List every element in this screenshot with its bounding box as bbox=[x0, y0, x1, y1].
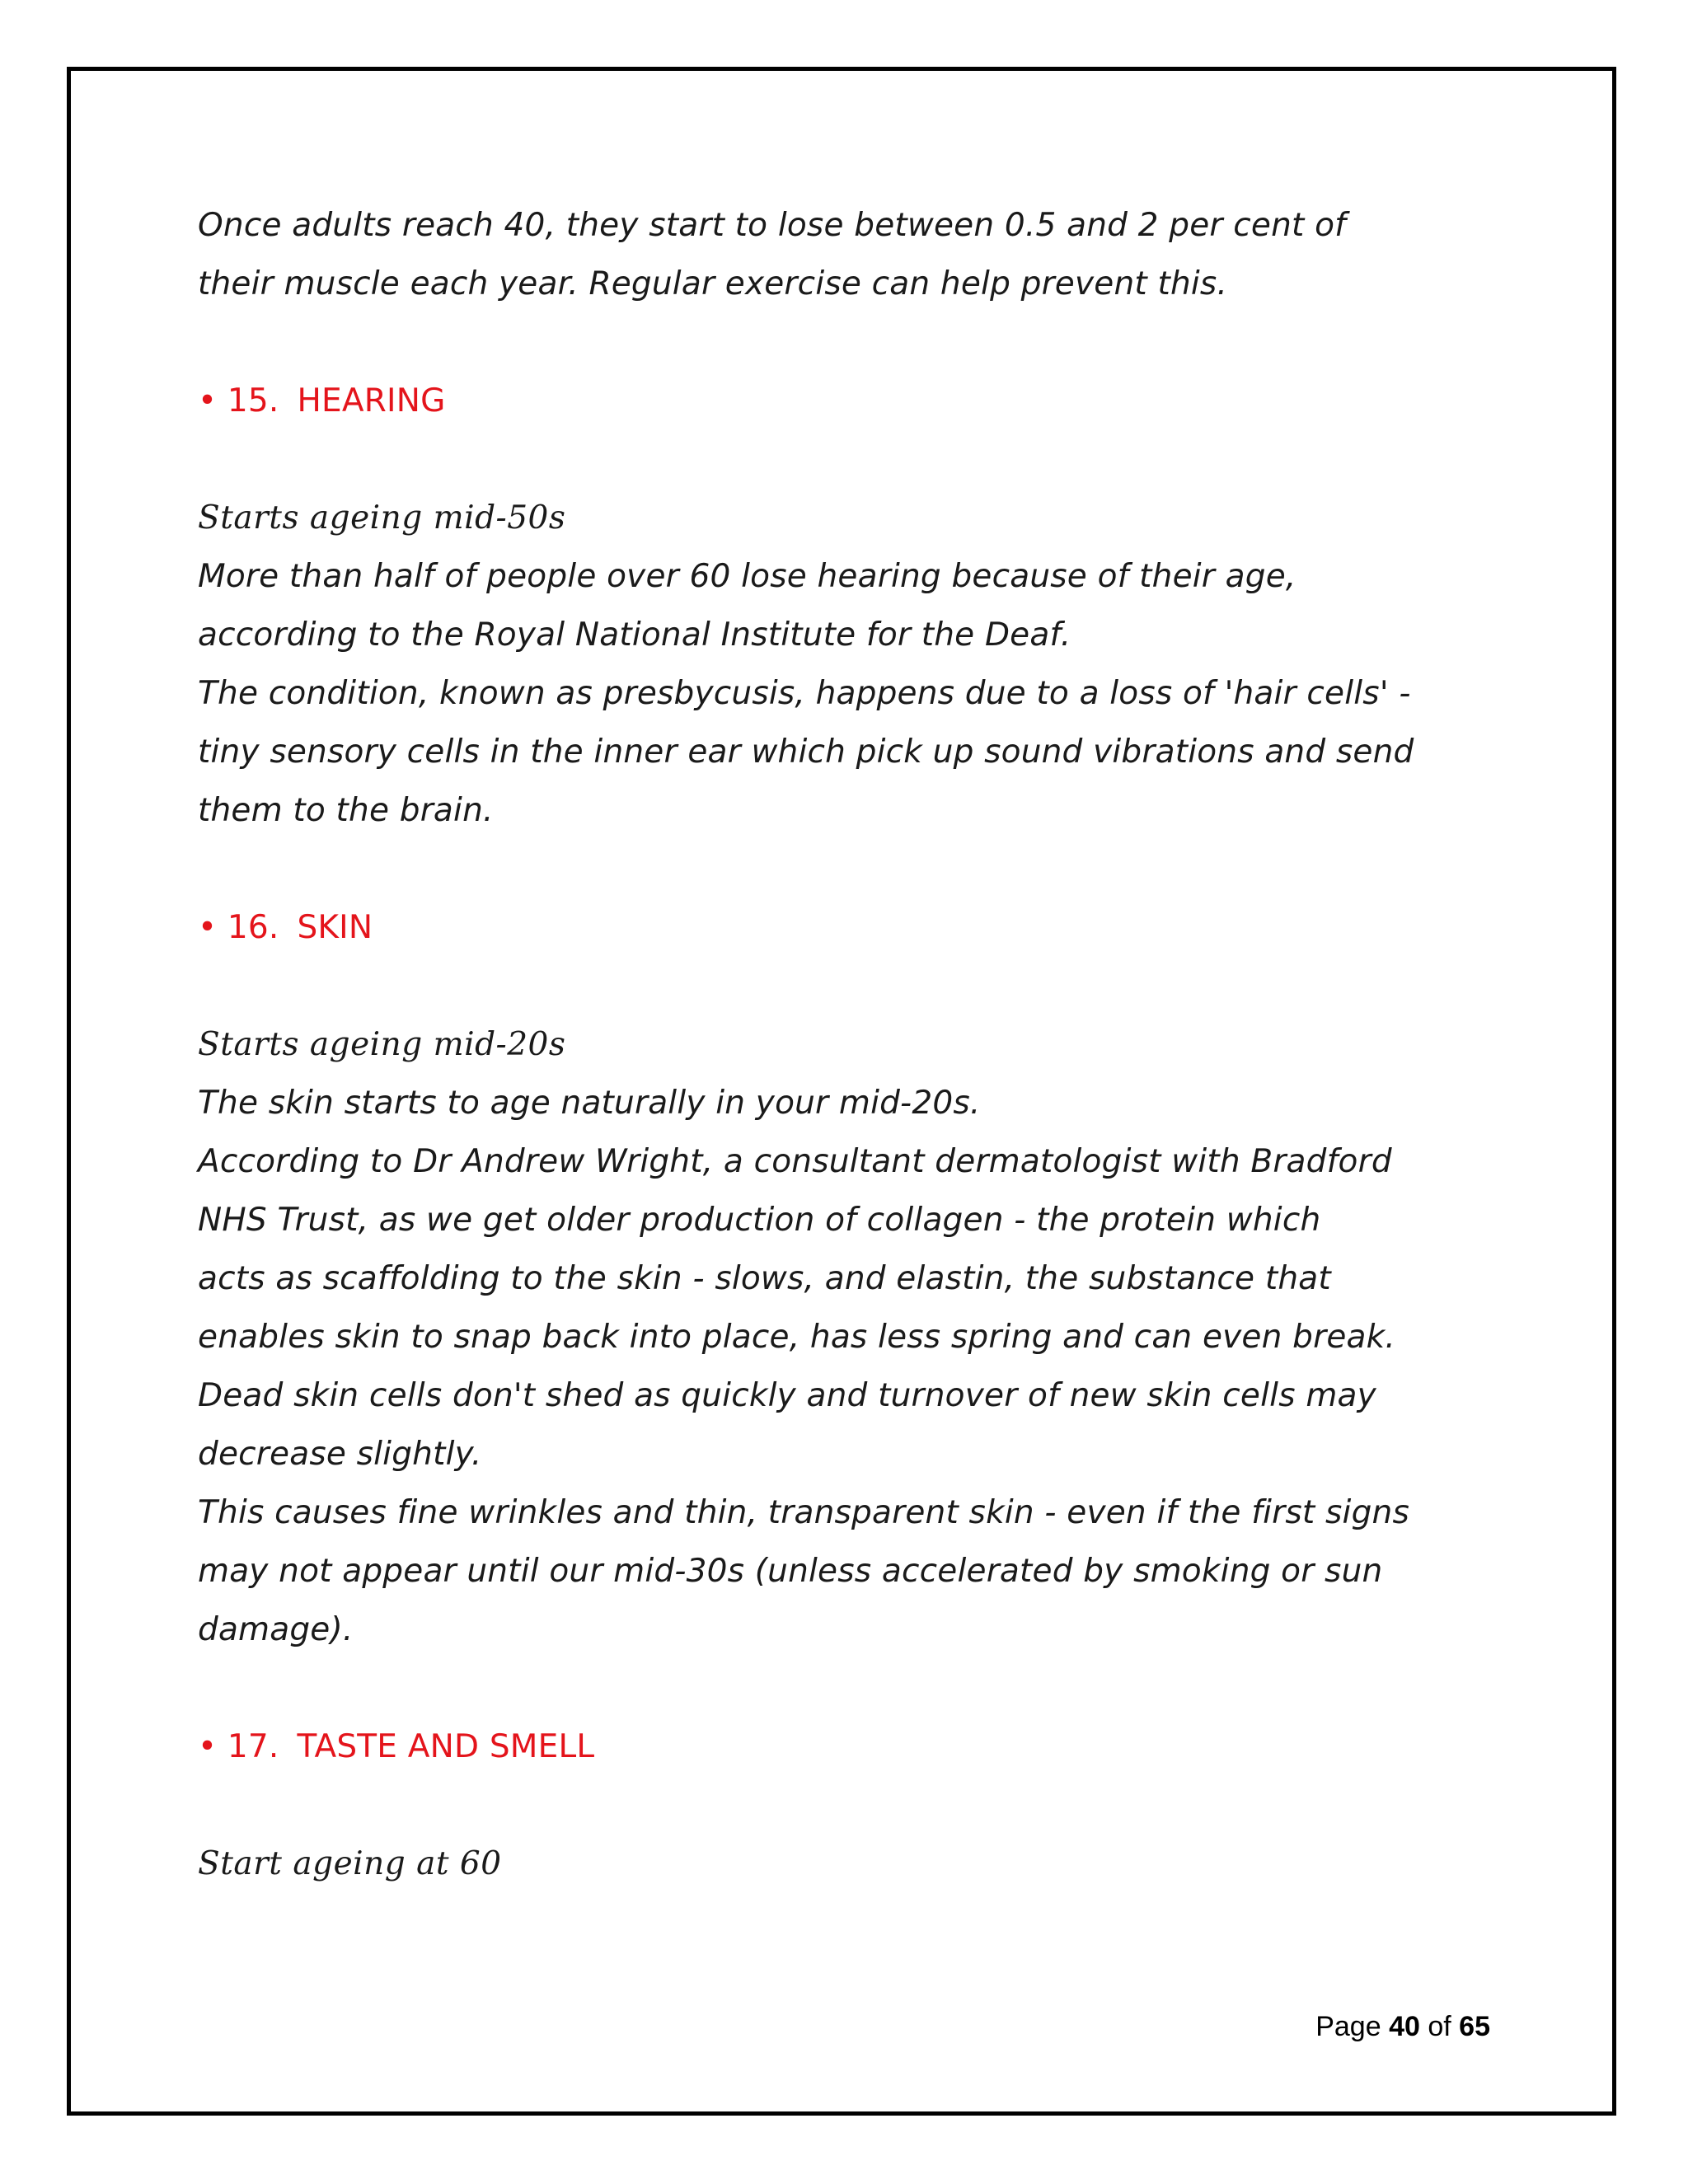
page-content bbox=[198, 196, 1517, 1893]
bullet-icon: • bbox=[198, 909, 218, 946]
section-title: HEARING bbox=[297, 382, 446, 419]
bullet-icon: • bbox=[198, 382, 218, 419]
body-line: enables skin to snap back into place, has less spring and can even break. bbox=[198, 1319, 1395, 1356]
section-subheading: Starts ageing mid-50s bbox=[198, 499, 566, 537]
body-line: damage). bbox=[198, 1611, 354, 1648]
body-line: More than half of people over 60 lose hearing because of their age, bbox=[198, 558, 1296, 595]
total-pages: 65 bbox=[1459, 2011, 1490, 2042]
body-line: acts as scaffolding to the skin - slows, and elastin, the substance that bbox=[198, 1260, 1331, 1297]
body-line: their muscle each year. Regular exercise can help prevent this. bbox=[198, 265, 1228, 302]
bullet-icon: • bbox=[198, 1728, 218, 1765]
section-title: TASTE AND SMELL bbox=[297, 1728, 595, 1765]
page-word: Page bbox=[1315, 2011, 1381, 2042]
body-line: The condition, known as presbycusis, happens due to a loss of 'hair cells' - bbox=[198, 675, 1411, 712]
current-page: 40 bbox=[1389, 2011, 1420, 2042]
section-heading-skin bbox=[198, 898, 1517, 957]
page-number bbox=[1315, 2011, 1490, 2043]
body-line: According to Dr Andrew Wright, a consultant dermatologist with Bradford bbox=[198, 1143, 1392, 1180]
section-subheading: Starts ageing mid-20s bbox=[198, 1026, 566, 1063]
body-line: them to the brain. bbox=[198, 792, 494, 829]
body-line: may not appear until our mid-30s (unless accelerated by smoking or sun bbox=[198, 1553, 1383, 1590]
section-heading-taste-and-smell bbox=[198, 1718, 1517, 1776]
body-line: Dead skin cells don't shed as quickly and turnover of new skin cells may bbox=[198, 1377, 1376, 1414]
body-line: Once adults reach 40, they start to lose between 0.5 and 2 per cent of bbox=[198, 207, 1347, 244]
section-heading-hearing bbox=[198, 372, 1517, 430]
body-line: NHS Trust, as we get older production of collagen - the protein which bbox=[198, 1202, 1321, 1239]
body-line: decrease slightly. bbox=[198, 1436, 482, 1473]
section-number: 16. bbox=[227, 909, 279, 946]
body-line: according to the Royal National Institute for the Deaf. bbox=[198, 616, 1071, 654]
body-line: The skin starts to age naturally in your mid-20s. bbox=[198, 1085, 981, 1122]
section-number: 17. bbox=[227, 1728, 279, 1765]
body-line: This causes fine wrinkles and thin, transparent skin - even if the first signs bbox=[198, 1494, 1409, 1531]
section-title: SKIN bbox=[297, 909, 373, 946]
body-line: tiny sensory cells in the inner ear which pick up sound vibrations and send bbox=[198, 733, 1414, 771]
section-subheading: Start ageing at 60 bbox=[198, 1845, 502, 1882]
section-number: 15. bbox=[227, 382, 279, 419]
of-word: of bbox=[1428, 2011, 1451, 2042]
